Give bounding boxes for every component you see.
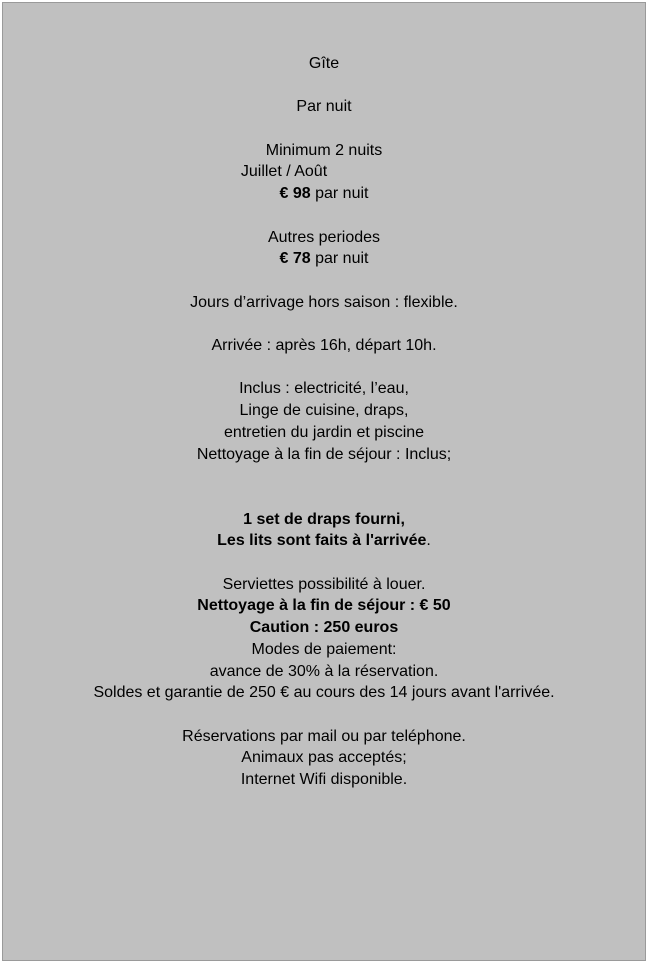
arrival-days: Jours d’arrivage hors saison : flexible. [190, 293, 458, 311]
info-panel [2, 2, 646, 961]
payment-balance: Soldes et garantie de 250 € au cours des 14 jours avant l'arrivée. [93, 684, 555, 702]
arrival-times: Arrivée : après 16h, départ 10h. [211, 337, 437, 355]
other-period: Autres periodes [267, 228, 381, 246]
footer-line: Réservations par mail ou par teléphone. [182, 727, 466, 745]
spacer [3, 75, 645, 97]
other-price-unit: par nuit [310, 250, 369, 268]
spacer [3, 118, 645, 140]
linen-line [3, 509, 645, 531]
linen-text: Les lits sont faits à l'arrivée [217, 532, 427, 550]
cleaning-fee-line [3, 595, 645, 617]
towels-line: Serviettes possibilité à louer. [222, 575, 426, 593]
linen-line [3, 530, 645, 552]
footer-line: Animaux pas acceptés; [241, 749, 407, 767]
other-price-line [3, 248, 645, 270]
spacer [3, 270, 645, 292]
summer-price-unit: par nuit [310, 185, 369, 203]
spacer [3, 357, 645, 379]
other-price: € 78 [279, 250, 311, 268]
payment-title: Modes de paiement: [251, 640, 397, 658]
summer-minimum: Minimum 2 nuits [265, 141, 383, 159]
payment-advance: avance de 30% à la réservation. [209, 662, 439, 680]
summer-price: € 98 [279, 185, 311, 203]
page-title: Gîte [308, 55, 340, 72]
spacer [3, 465, 645, 487]
included-line: Linge de cuisine, draps, [239, 402, 409, 420]
subtitle: Par nuit [296, 98, 352, 116]
linen-text: 1 set de draps fourni, [243, 510, 405, 528]
included-line: Nettoyage à la fin de séjour : Inclus; [196, 445, 452, 463]
footer-line: Internet Wifi disponible. [240, 771, 408, 789]
spacer [3, 487, 645, 509]
spacer [3, 205, 645, 227]
deposit-line [3, 617, 645, 639]
spacer [3, 704, 645, 726]
included-line: entretien du jardin et piscine [223, 423, 425, 441]
rates-text [3, 53, 645, 791]
deposit: Caution : 250 euros [249, 619, 399, 637]
summer-period: Juillet / Août [240, 163, 328, 181]
included-line: Inclus : electricité, l’eau, [239, 380, 409, 398]
spacer [3, 552, 645, 574]
cleaning-fee: Nettoyage à la fin de séjour : € 50 [197, 597, 451, 615]
summer-price-line [3, 183, 645, 205]
spacer [3, 313, 645, 335]
linen-period: . [426, 532, 431, 550]
